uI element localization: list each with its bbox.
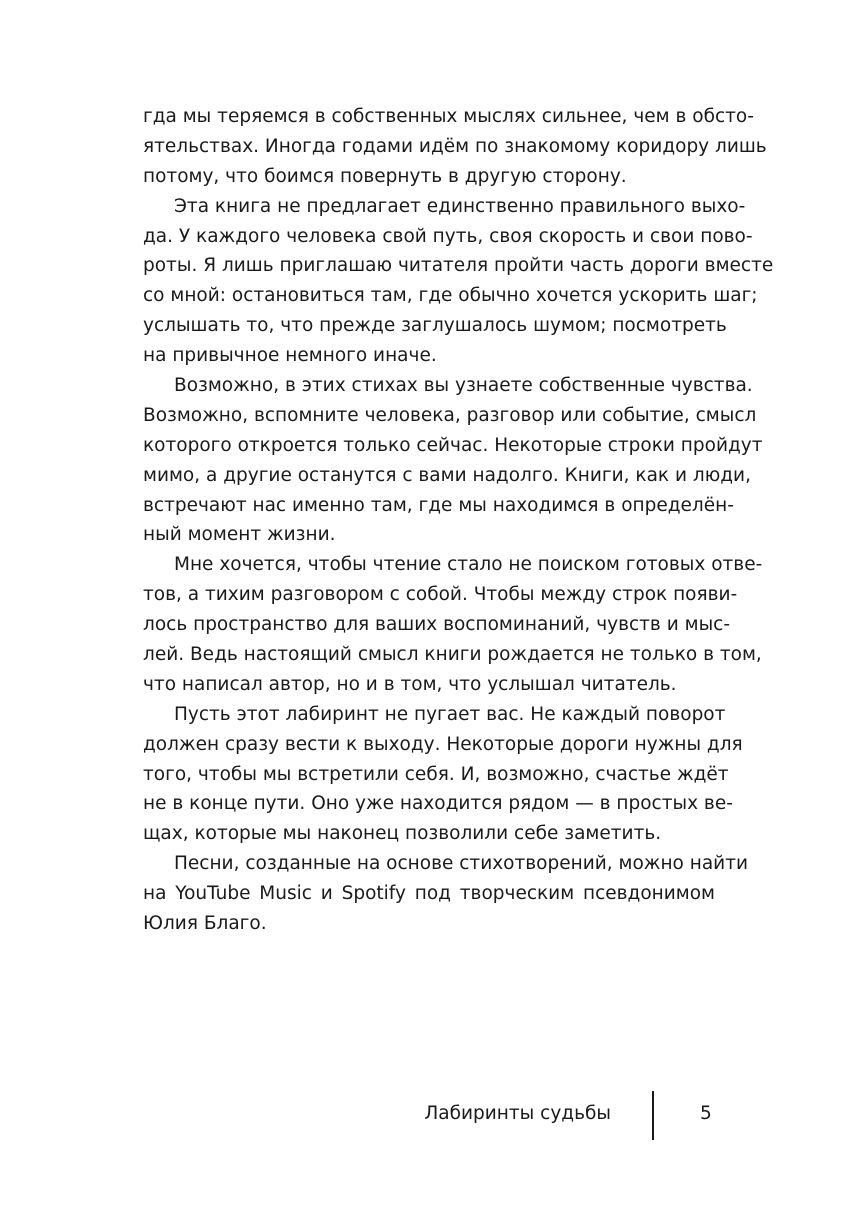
paragraph-first-line: Эта книга не предлагает единственно правильного выхо- bbox=[174, 195, 746, 217]
paragraph-first-line: Пусть этот лабиринт не пугает вас. Не каждый поворот bbox=[174, 703, 726, 725]
text-line: потому, что боимся повернуть в другую сторону. bbox=[143, 165, 627, 187]
text-line: Юлия Благо. bbox=[143, 913, 267, 935]
running-footer-title: Лабиринты судьбы bbox=[424, 1103, 611, 1124]
text-line: что написал автор, но и в том, что услышал читатель. bbox=[143, 673, 677, 695]
text-line: ятельствах. Иногда годами идём по знакомому коридору лишь bbox=[143, 135, 767, 157]
text-line: встречают нас именно там, где мы находимся в определён- bbox=[143, 494, 734, 516]
text-line: не в конце пути. Оно уже находится рядом — в простых ве- bbox=[143, 793, 733, 815]
text-line: которого откроется только сейчас. Некоторые строки пройдут bbox=[143, 434, 763, 456]
text-line: тов, а тихим разговором с собой. Чтобы между строк появи- bbox=[143, 584, 738, 606]
text-line: ный момент жизни. bbox=[143, 524, 336, 546]
text-line: да. У каждого человека свой путь, своя скорость и свои пово- bbox=[143, 225, 753, 247]
text-line: со мной: остановиться там, где обычно хочется ускорить шаг; bbox=[143, 285, 758, 307]
text-line: услышать то, что прежде заглушалось шумом; посмотреть bbox=[143, 315, 727, 337]
text-line: мимо, а другие останутся с вами надолго. Книги, как и люди, bbox=[143, 464, 751, 486]
paragraph-first-line: Возможно, в этих стихах вы узнаете собственные чувства. bbox=[174, 375, 753, 397]
text-line: лей. Ведь настоящий смысл книги рождается не только в том, bbox=[143, 644, 762, 666]
text-line: лось пространство для ваших воспоминаний, чувств и мыс- bbox=[143, 614, 731, 636]
paragraph-first-line: Песни, созданные на основе стихотворений, можно найти bbox=[174, 853, 748, 875]
text-line: щах, которые мы наконец позволили себе заметить. bbox=[143, 823, 662, 845]
text-line: гда мы теряемся в собственных мыслях сильнее, чем в обсто- bbox=[143, 106, 754, 127]
text-line: того, чтобы мы встретили себя. И, возможно, счастье ждёт bbox=[143, 763, 729, 785]
body-text bbox=[143, 102, 774, 939]
footer-divider bbox=[652, 1091, 654, 1140]
text-line: должен сразу вести к выходу. Некоторые дороги нужны для bbox=[143, 733, 743, 755]
page-number: 5 bbox=[700, 1103, 712, 1124]
text-line: на YouTube Music и Spotify под творческим псевдонимом bbox=[143, 883, 715, 905]
text-line: роты. Я лишь приглашаю читателя пройти часть дороги вместе bbox=[143, 255, 774, 277]
paragraph-first-line: Мне хочется, чтобы чтение стало не поиском готовых отве- bbox=[174, 554, 763, 576]
text-line: Возможно, вспомните человека, разговор или событие, смысл bbox=[143, 404, 757, 426]
text-line: на привычное немного иначе. bbox=[143, 345, 437, 367]
